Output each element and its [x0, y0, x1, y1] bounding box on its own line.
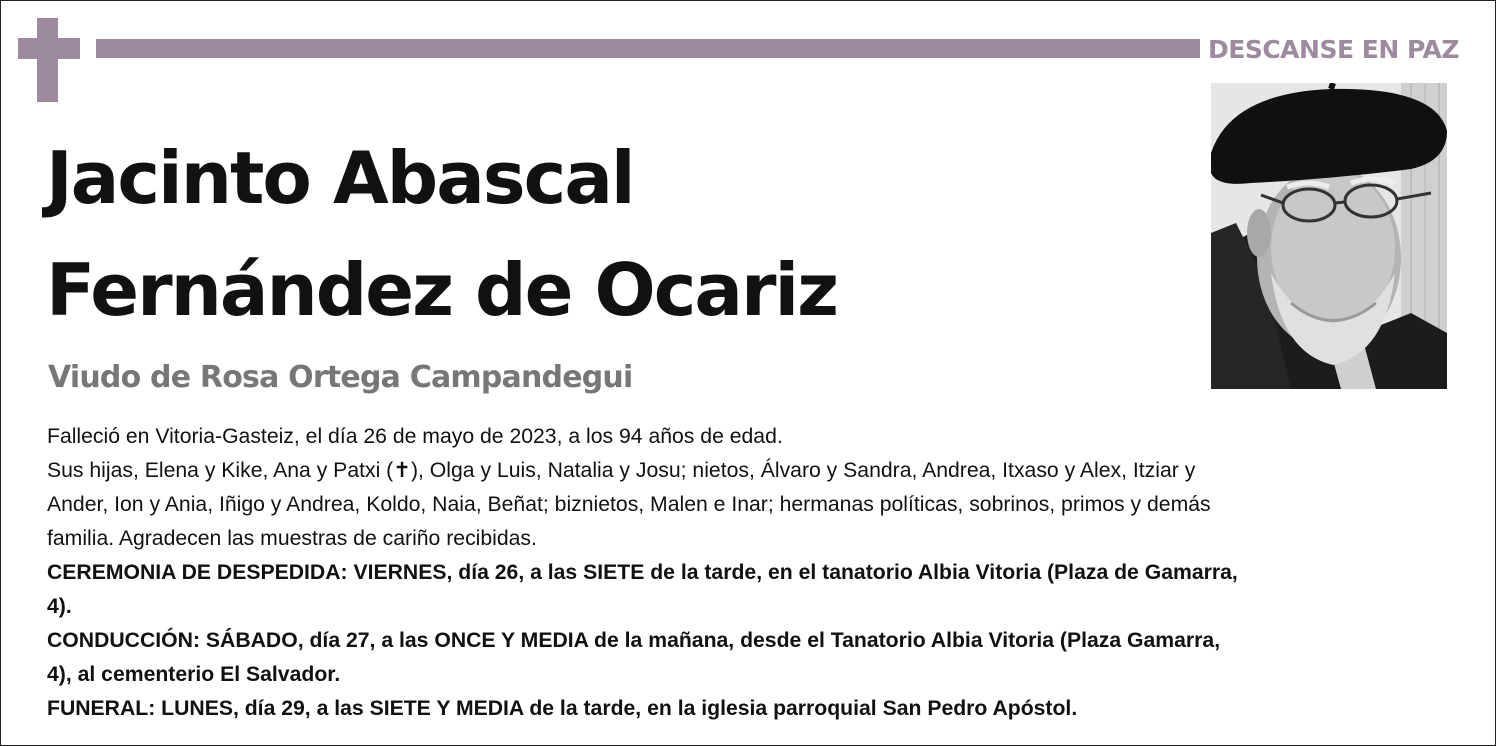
portrait-photo [1211, 83, 1447, 389]
family-list [47, 454, 1467, 556]
death-notice [47, 420, 1467, 454]
widow-subtitle: Viudo de Rosa Ortega Campandegui [48, 360, 633, 395]
deceased-name-line-2: Fernández de Ocariz [46, 248, 838, 332]
header-rule [96, 39, 1200, 58]
funeral-notice [47, 692, 1467, 726]
family-line-2: Ander, Ion y Ania, Iñigo y Andrea, Koldo, Naia, Beñat; biznietos, Malen e Inar; hermanas políticas, sobrinos, primos y demás [47, 493, 1211, 516]
conduction-line-2: 4), al cementerio El Salvador. [47, 663, 341, 686]
ceremony-notice [47, 556, 1467, 624]
conduction-notice [47, 624, 1467, 692]
portrait-photo-image [1211, 83, 1447, 389]
funeral-line: FUNERAL: LUNES, día 29, a las SIETE Y MEDIA de la tarde, en la iglesia parroquial San Pedro Apóstol. [47, 697, 1078, 720]
announcement-body [47, 420, 1467, 726]
cross-icon-vertical [37, 18, 58, 102]
ceremony-line-2: 4). [47, 595, 72, 618]
deceased-name [46, 122, 1186, 346]
conduction-line-1: CONDUCCIÓN: SÁBADO, día 27, a las ONCE Y MEDIA de la mañana, desde el Tanatorio Albia Vitoria (Plaza Gamarra, [47, 629, 1221, 652]
ceremony-line-1: CEREMONIA DE DESPEDIDA: VIERNES, día 26, a las SIETE de la tarde, en el tanatorio Albia Vitoria (Plaza de Gamarra, [47, 561, 1238, 584]
rip-label: DESCANSE EN PAZ [1208, 35, 1459, 64]
deceased-name-line-1: Jacinto Abascal [46, 136, 634, 220]
death-line: Falleció en Vitoria-Gasteiz, el día 26 de mayo de 2023, a los 94 años de edad. [47, 425, 783, 448]
family-line-1: Sus hijas, Elena y Kike, Ana y Patxi (✝), Olga y Luis, Natalia y Josu; nietos, Álvaro y Sandra, Andrea, Itxaso y Alex, Itziar y [47, 459, 1196, 482]
cross-icon-horizontal [18, 38, 80, 59]
family-line-3: familia. Agradecen las muestras de cariño recibidas. [47, 527, 537, 550]
